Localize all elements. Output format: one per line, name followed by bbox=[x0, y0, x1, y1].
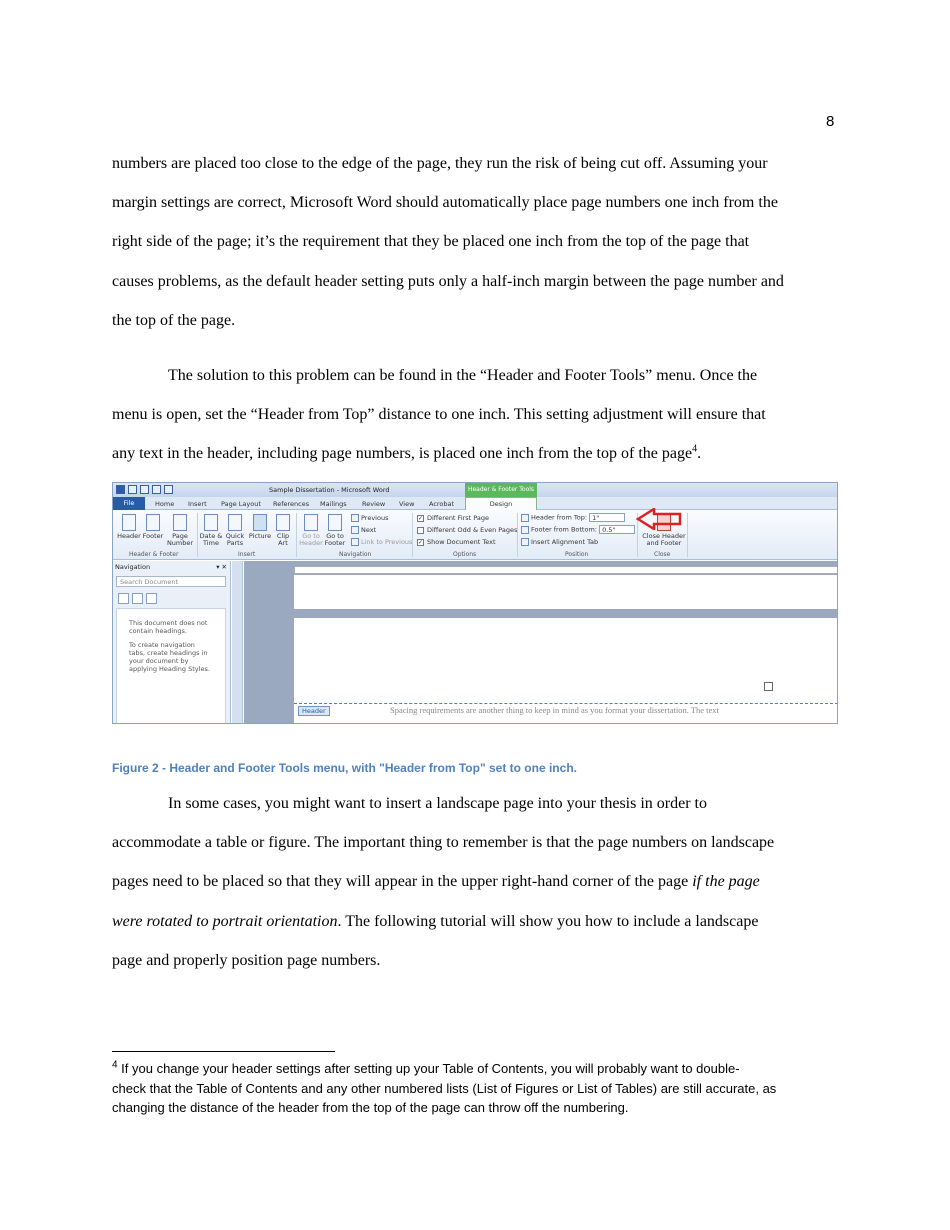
text-line: accommodate a table or figure. The important thing to remember is that the page numbers on landscape bbox=[112, 834, 775, 852]
text-line: numbers are placed too close to the edge of the page, they run the risk of being cut off. Assuming your bbox=[112, 155, 768, 172]
next-item: Next bbox=[351, 526, 376, 534]
navigation-pane bbox=[113, 561, 231, 724]
go-to-header-icon bbox=[304, 514, 318, 531]
group-label: Close bbox=[654, 551, 671, 558]
paragraph-3 bbox=[112, 784, 842, 980]
text-line: page and properly position page numbers. bbox=[112, 951, 381, 969]
undo-icon bbox=[140, 485, 149, 494]
header-position-icon bbox=[521, 514, 529, 522]
text-segment: . bbox=[697, 445, 702, 463]
document-page bbox=[294, 575, 838, 609]
pages-view-icon bbox=[132, 593, 143, 604]
text-segment: . The following tutorial will show you how to include a landscape bbox=[337, 912, 759, 930]
group-label: Options bbox=[453, 551, 477, 558]
tab-view: View bbox=[399, 500, 415, 508]
navigation-message: To create navigation tabs, create headings in your document by applying Heading Styles. bbox=[129, 641, 210, 673]
navigation-pane-header: Navigation ▾ ✕ bbox=[115, 563, 227, 571]
alignment-tab-icon bbox=[521, 538, 529, 546]
horizontal-ruler bbox=[294, 566, 838, 574]
quick-parts-icon bbox=[228, 514, 242, 531]
footnote-line: check that the Table of Contents and any other numbered lists (List of Figures or List of Tables) are still accurate, as bbox=[112, 1080, 777, 1096]
text-segment: pages need to be placed so that they will appear in the upper right-hand corner of the page bbox=[112, 873, 693, 891]
vertical-ruler bbox=[232, 561, 243, 724]
footer-from-bottom-field: 0.5" bbox=[599, 525, 635, 534]
footnote bbox=[112, 1059, 842, 1118]
text-line bbox=[112, 434, 842, 473]
ribbon-tabs bbox=[113, 497, 837, 510]
context-tab-label: Header & Footer Tools bbox=[465, 483, 537, 497]
footnote-marker: 4 bbox=[112, 1059, 118, 1071]
group-label: Header & Footer bbox=[129, 551, 179, 558]
tab-insert: Insert bbox=[188, 500, 207, 508]
picture-button: Picture bbox=[247, 514, 273, 540]
results-view-icon bbox=[146, 593, 157, 604]
page-number-button: Page Number bbox=[165, 514, 195, 547]
search-document-field: Search Document bbox=[116, 576, 226, 587]
navigation-message: This document does not contain headings. bbox=[129, 619, 208, 635]
header-tag: Header bbox=[298, 706, 330, 716]
save-icon bbox=[128, 485, 137, 494]
text-line bbox=[112, 902, 842, 941]
footer-position-icon bbox=[521, 526, 529, 534]
text-line: causes problems, as the default header setting puts only a half-inch margin between the page number and bbox=[112, 272, 784, 290]
window-title: Sample Dissertation - Microsoft Word bbox=[269, 486, 390, 494]
link-icon bbox=[351, 538, 359, 546]
footer-icon bbox=[146, 514, 160, 531]
paragraph-2 bbox=[112, 356, 842, 474]
clip-art-button: Clip Art bbox=[273, 514, 293, 547]
footnote-line: changing the distance of the header from the top of the page can throw off the numbering. bbox=[112, 1100, 629, 1115]
redo-icon bbox=[152, 485, 161, 494]
tab-references: References bbox=[273, 500, 310, 508]
red-arrow-icon bbox=[636, 508, 684, 530]
text-line: margin settings are correct, Microsoft Word should automatically place page numbers one inch from the bbox=[112, 194, 778, 212]
tab-review: Review bbox=[362, 500, 386, 508]
footer-from-bottom-setting: Footer from Bottom: 0.5" bbox=[521, 525, 635, 534]
page-number-icon bbox=[173, 514, 187, 531]
footer-button: Footer bbox=[141, 514, 165, 540]
header-area-text: Spacing requirements are another thing to keep in mind as you format your dissertation. The text bbox=[390, 705, 719, 715]
italic-text: if the page bbox=[692, 873, 760, 891]
italic-text: were rotated to portrait orientation bbox=[112, 912, 338, 930]
different-odd-even-option: Different Odd & Even Pages bbox=[417, 526, 517, 534]
text-line: The solution to this problem can be found in the “Header and Footer Tools” menu. Once the bbox=[168, 367, 758, 384]
page-number: 8 bbox=[826, 113, 835, 130]
headings-view-icon bbox=[118, 593, 129, 604]
go-to-header-button: Go to Header bbox=[299, 514, 323, 547]
word-screenshot-figure bbox=[112, 482, 838, 724]
insert-alignment-tab-item: Insert Alignment Tab bbox=[521, 538, 598, 546]
word-logo-icon bbox=[116, 485, 125, 494]
go-to-footer-icon bbox=[328, 514, 342, 531]
footnote-line: $^4$ If you change your header settings after setting up your Table of Contents, you will probably want to double- bbox=[112, 1059, 740, 1076]
tab-acrobat: Acrobat bbox=[429, 500, 455, 508]
text-line: menu is open, set the “Header from Top” distance to one inch. This setting adjustment will ensure that bbox=[112, 406, 766, 424]
text-segment: any text in the header, including page numbers, is placed one inch from the top of the page bbox=[112, 445, 693, 463]
footnote-reference[interactable]: 4 bbox=[692, 444, 698, 456]
previous-item: Previous bbox=[351, 514, 388, 522]
link-to-previous-item: Link to Previous bbox=[351, 538, 412, 546]
header-boundary bbox=[294, 703, 838, 704]
text-line: In some cases, you might want to insert a landscape page into your thesis in order to bbox=[168, 795, 707, 812]
close-icon: ▾ ✕ bbox=[216, 563, 227, 571]
document-area bbox=[244, 561, 838, 724]
tab-page-layout: Page Layout bbox=[221, 500, 261, 508]
footnote-separator bbox=[112, 1051, 335, 1052]
clip-art-icon bbox=[276, 514, 290, 531]
checkbox-icon: ✓ bbox=[418, 514, 424, 522]
group-label: Insert bbox=[238, 551, 256, 558]
ribbon bbox=[113, 510, 837, 560]
paragraph-1 bbox=[112, 144, 842, 340]
navigation-pane-body bbox=[116, 608, 226, 724]
header-button: Header bbox=[117, 514, 141, 540]
header-from-top-setting: Header from Top: 1" bbox=[521, 513, 625, 522]
header-icon bbox=[122, 514, 136, 531]
calendar-icon bbox=[204, 514, 218, 531]
picture-icon bbox=[253, 514, 267, 531]
tab-mailings: Mailings bbox=[320, 500, 347, 508]
group-label: Position bbox=[565, 551, 589, 558]
text-line bbox=[112, 862, 842, 901]
tab-design: Design bbox=[465, 497, 537, 510]
different-first-page-option: ✓ Different First Page bbox=[418, 514, 490, 522]
quick-parts-button: Quick Parts bbox=[223, 514, 247, 547]
group-label: Navigation bbox=[339, 551, 372, 558]
text-line: the top of the page. bbox=[112, 311, 236, 329]
checkbox-icon bbox=[417, 527, 424, 534]
document-page bbox=[294, 618, 838, 724]
previous-icon bbox=[351, 514, 359, 522]
figure-caption: Figure 2 - Header and Footer Tools menu, with "Header from Top" set to one inch. bbox=[112, 761, 577, 775]
next-icon bbox=[351, 526, 359, 534]
move-cursor-icon bbox=[764, 682, 773, 691]
tab-home: Home bbox=[155, 500, 175, 508]
show-document-text-option: ✓ Show Document Text bbox=[418, 538, 496, 546]
close-header-footer-button: Close Header and Footer bbox=[641, 514, 687, 547]
tab-file: File bbox=[113, 497, 145, 510]
print-icon bbox=[164, 485, 173, 494]
date-time-button: Date & Time bbox=[199, 514, 223, 547]
quick-access-toolbar bbox=[116, 485, 173, 494]
checkbox-icon: ✓ bbox=[418, 538, 424, 546]
navigation-view-icons bbox=[118, 593, 157, 604]
text-line: right side of the page; it’s the requirement that they be placed one inch from the top of the page that bbox=[112, 233, 750, 251]
header-from-top-field: 1" bbox=[589, 513, 625, 522]
go-to-footer-button: Go to Footer bbox=[323, 514, 347, 547]
